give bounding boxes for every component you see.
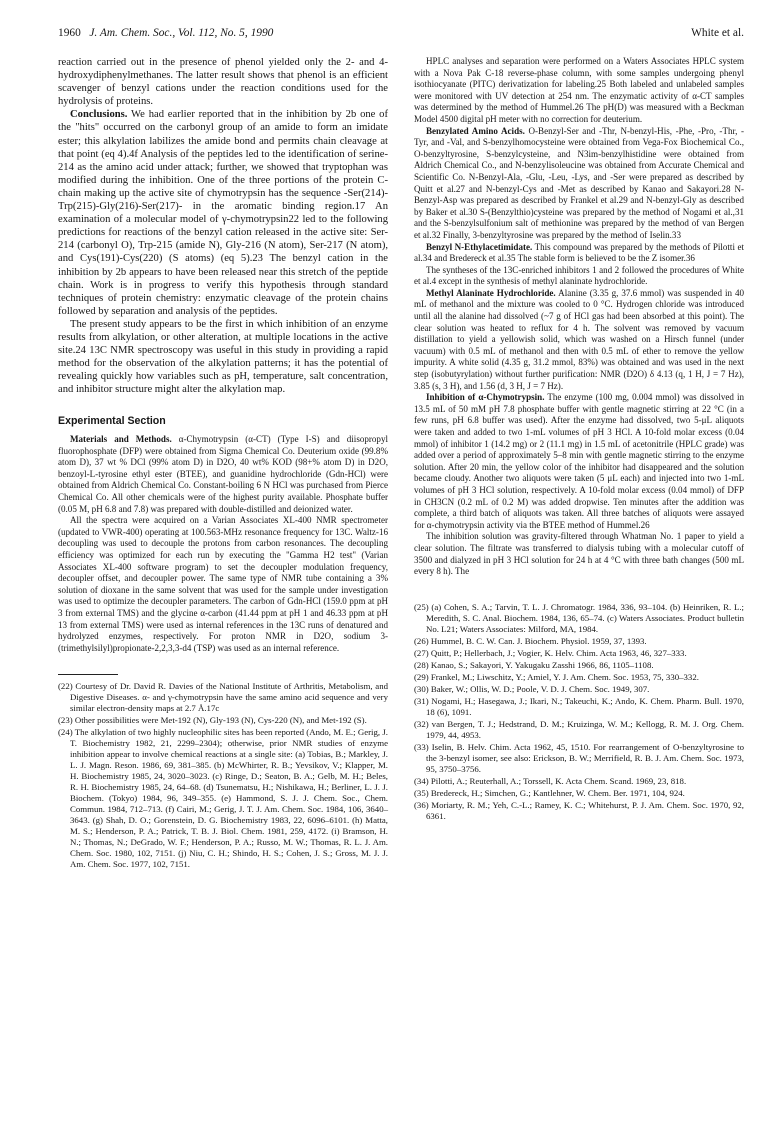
footnote-24: (24) The alkylation of two highly nucleophilic sites has been reported (Ando, M. E.; Gerig, J. T. Biochemistry 1982, 21, 2299–2304); otherwise, prior NMR studies of enzyme inhibition appear to involve chemical reactions at a single site: (a) Tobias, B.; Markley, J. L. J. Magn. Reson. 1986, 69, 381–385. (b) McWhirter, R. B.; Yevsikov, V.; Klapper, M. H. Biochemistry 1985, 24, 3020–3023. (c) Ringe, D.; Seaton, B. A.; Gelb, M. H.; Beles, R. H. Biochemistry 1985, 24, 64–68. (d) Tsunematsu, H.; Nishikawa, H.; Berliner, L. J. J. Biochem. (Tokyo) 1984, 96, 349–355. (e) Hammond, S. J. J. Chem. Soc., Chem. Commun. 1984, 712–713. (f) Cairi, M.; Gerig, J. T. J. Am. Chem. Soc. 1984, 106, 3640–3643. (g) Shah, D. O.; Gorenstein, D. G. Biochemistry 1983, 22, 6096–6101. (h) Matta, M. S.; Henderson, P. A.; Patrick, T. B. J. Biol. Chem. 1981, 259, 4172. (i) Bramson, H. N.; Thomas, N.; DeGrado, W. F.; Henderson, P. A.; Russo, M. W.; Thomas, R. L. J. Am. Chem. Soc. 1980, 102, 7151. (j) Niu, C. H.; Shindo, H. S.; Cohen, J. S.; Gross, M. J. J. Am. Chem. Soc. 1977, 102, 7151. bbox=[58, 727, 388, 870]
footnote-27: (27) Quitt, P.; Hellerbach, J.; Vogier, K. Helv. Chim. Acta 1963, 46, 327–333. bbox=[414, 647, 687, 658]
experimental-section-heading: Experimental Section bbox=[58, 415, 166, 428]
spectra-paragraph: All the spectra were acquired on a Varian Associates XL-400 NMR spectrometer (updated to VWR-400) operating at 100.563-MHz resonance frequency for 13C. Waltz-16 decoupling was used to decouple the protons from carbon resonances. The decoupling efficiency was optimized for each run by executing the "Gamma H2 test" (Varian Associates XL-400 software program) to set the decoupler modulation frequency, decoupler offset, and decoupler power. The same type of NMR tube containing a 3% solution of dioxane in the same solvent that was used for the sample under investigation was used to optimize the decoupler parameters. The carbon of Gdn-HCl (159.0 ppm at pH 3 from external TMS) and the glycine α-carbon (41.44 ppm at pH 1 and 46.33 ppm at pH 13 from external TMS) were used as internal references in the 13C runs of denatured and hydrolyzed enzymes, respectively. For proton NMR in D2O, sodium 3-(trimethylsilyl)propionate-2,2,3,3-d4 (TSP) was used as an internal reference. bbox=[58, 515, 388, 653]
footnote-35: (35) Bredereck, H.; Simchen, G.; Kantlehner, W. Chem. Ber. 1971, 104, 924. bbox=[414, 787, 685, 798]
benzylated-paragraph: Benzylated Amino Acids. O-Benzyl-Ser and -Thr, N-benzyl-His, -Phe, -Pro, -Thr, -Tyr, and -Val, and S-benzylhomocysteine were obtained from Vega-Fox Biochemical Co., O-benzyltyrosine, S-benzylcysteine, and N3im-benzylhistidine were obtained from Aldrich Chemical Co., and N-benzylisoleucine was obtained from Accurate Chemical and Scientific Co. N-Benzyl-Ala, -Glu, -Leu, -Lys, and -Ser were prepared as described by Quitt et al.27 and N-benzyl-Cys and -Met as described by Kanao and Sakayori.28 N-Benzyl-Asp was prepared as described by Frankel et al.29 and N-benzyl-Gly as described by Baker et al.30 S-(Benzylthio)cysteine was prepared by the method of Nogami et al.,31 and the S-benzylsulfonium salt of methionine was prepared by the method of van Bergen et al.32 Finally, 3-benzyltyrosine was prepared by the method of Iselin.33 bbox=[414, 125, 744, 240]
filtration-paragraph: The inhibition solution was gravity-filtered through Whatman No. 1 paper to yield a clear solution. The filtrate was transferred to dialysis tubing with a molecular cutoff of 3500 and dialyzed in pH 3 HCl solution for 24 h at 4 °C with three bath changes (500 mL every 8 h). The bbox=[414, 531, 744, 577]
footnote-25: (25) (a) Cohen, S. A.; Tarvin, T. L. J. Chromatogr. 1984, 336, 93–104. (b) Heinriken, R. L.; Meredith, S. C. Anal. Biochem. 1984, 136, 65–74. (c) Waters Associates. Product bulletin No. L21; Waters Associates: Milford, MA, 1984. bbox=[414, 601, 744, 634]
footnote-32: (32) van Bergen, T. J.; Hedstrand, D. M.; Kruizinga, W. M.; Kellogg, R. M. J. Org. Chem. 1979, 44, 4953. bbox=[414, 718, 744, 740]
right-column bbox=[414, 56, 744, 823]
footnote-33: (33) Iselin, B. Helv. Chim. Acta 1962, 45, 1510. For rearrangement of O-benzyltyrosine to the 3-benzyl isomer, see also: Erickson, B. W.; Merrifield, R. B. J. Am. Chem. Soc. 1973, 95, 3750–3756. bbox=[414, 741, 744, 774]
left-column bbox=[58, 56, 388, 871]
benzylated-heading: Benzylated Amino Acids. bbox=[426, 125, 525, 136]
running-author: White et al. bbox=[691, 27, 744, 39]
footnote-26: (26) Hummel, B. C. W. Can. J. Biochem. Physiol. 1959, 37, 1393. bbox=[414, 635, 647, 646]
footnote-22: (22) Courtesy of Dr. David R. Davies of the National Institute of Arthritis, Metabolism, and Digestive Diseases. α- and γ-chymotrypsin have the same amino acid sequence and very similar electron-density maps at 2.7 Å.17c bbox=[58, 681, 388, 714]
materials-paragraph: Materials and Methods. α-Chymotrypsin (α-CT) (Type I-S) and diisopropyl fluorophosphate (DFP) were obtained from Sigma Chemical Co. Deuterium oxide (99.8% atom D), 37 wt % DCl (99% atom D) in D2O, 40 wt% KOD (98+% atom D) in D2O, benzoyl-L-tyrosine ethyl ester (BTEE), and guanidine hydrochloride (Gdn-HCl) were obtained from Aldrich Chemical Co. Constant-boiling 6 N HCl was purchased from Pierce Chemical Co. All other chemicals were of the highest purity available. Phosphate buffer (0.05 M, pH 6.8 and 7.8) was prepared with double-distilled and deionized water. bbox=[58, 434, 388, 514]
footnote-rule bbox=[58, 674, 118, 675]
inhibition-heading: Inhibition of α-Chymotrypsin. bbox=[426, 392, 545, 403]
footnote-31: (31) Nogami, H.; Hasegawa, J.; Ikari, N.; Takeuchi, K.; Ando, K. Chem. Pharm. Bull. 1970, 18 (6), 1091. bbox=[414, 695, 744, 717]
footnote-34: (34) Pilotti, A.; Reuterhall, A.; Torssell, K. Acta Chem. Scand. 1969, 23, 818. bbox=[414, 775, 687, 786]
intro-paragraph: reaction carried out in the presence of phenol yielded only the 2- and 4-hydroxydiphenylmethanes. The latter result shows that phenol is an efficient scavenger of benzyl cations under the reaction conditions used for the hydrolysis of proteins. bbox=[58, 57, 388, 108]
inhibition-paragraph: Inhibition of α-Chymotrypsin. The enzyme (100 mg, 0.004 mmol) was dissolved in 13.5 mL of 50 mM pH 7.8 phosphate buffer with gentle magnetic stirring at 22 °C (in a few runs, pH 6.8 buffer was used). After the enzyme had dissolved, two 5-μL aliquots were taken and added to two 1-mL volumes of pH 3 HCl. A 10-fold molar excess (0.04 mmol) of inhibitor 1 (14.2 mg) or 2 (11.1 mg) in 1.5 mL of acetonitrile (HPLC grade) was added over a period of approximately 5–8 min with gentle magnetic stirring to the enzyme solution. After 20 min, the yellow color of the inhibitor had disappeared and the solution became cloudy. Another two aliquots were taken (5 μL each) and injected into two 1-mL volumes of pH 3 HCl solution, respectively. A 10-fold molar excess (0.04 mmol) of DFP in CH3CN (0.2 mL of 0.2 M) was added dropwise. Ten minutes after the addition was complete, a third batch of aliquots was taken. All three batches of aliquots were assayed for α-chymotrypsin activity via the BTEE method of Hummel.26 bbox=[414, 392, 744, 530]
ethylacetimidate-heading: Benzyl N-Ethylacetimidate. bbox=[426, 241, 533, 252]
footnote-23: (23) Other possibilities were Met-192 (N), Gly-193 (N), Cys-220 (N), and Met-192 (S). bbox=[58, 715, 367, 726]
footnote-36: (36) Moriarty, R. M.; Yeh, C.-L.; Ramey, K. C.; Whitehurst, P. J. Am. Chem. Soc. 1970, 92, 6361. bbox=[414, 799, 744, 821]
footnotes-right bbox=[414, 602, 744, 822]
journal-citation: J. Am. Chem. Soc., Vol. 112, No. 5, 1990 bbox=[89, 27, 274, 39]
materials-heading: Materials and Methods. bbox=[70, 434, 172, 445]
ethylacetimidate-paragraph: Benzyl N-Ethylacetimidate. This compound was prepared by the methods of Pilotti et al.34 and Bredereck et al.35 The stable form is believed to be the Z isomer.36 bbox=[414, 241, 744, 264]
present-study-paragraph: The present study appears to be the first in which inhibition of an enzyme results from alkylation, or other alteration, at multiple locations in the active site.24 13C NMR spectroscopy was useful in this study in providing a rapid method for the observation of the alkylation patterns; it has the potential of revealing quickly how variables such as pH, temperature, salt concentration, and inhibitor structure might alter the alkylation map. bbox=[58, 318, 388, 396]
conclusions-heading: Conclusions. bbox=[70, 109, 128, 121]
page-number: 1960 bbox=[58, 27, 81, 39]
footnotes-left bbox=[58, 681, 388, 870]
methyl-alaninate-paragraph: Methyl Alaninate Hydrochloride. Alanine (3.35 g, 37.6 mmol) was suspended in 40 mL of methanol and the mixture was cooled to 0 °C. Hydrogen chloride was introduced until all the alanine had dissolved (~7 g of HCl gas had been absorbed at this point). The clear solution was heated to reflux for 4 h. The solvent was removed by vacuum distillation to yield a yellowish solid, which was washed on a Hirsch funnel (under vacuum) with 0.5 mL of methanol and then with 0.5 mL of ether to remove the yellow impurity. A white solid (4.35 g, 31.2 mmol, 83%) was obtained and was used in the next step (isobutyrylation) without further purification: NMR (D2O) δ 4.13 (q, 1 H, J = 7 Hz), 3.85 (s, 3 H), and 1.56 (d, 3 H, J = 7 Hz). bbox=[414, 287, 744, 391]
methyl-alaninate-heading: Methyl Alaninate Hydrochloride. bbox=[426, 287, 556, 298]
hplc-paragraph: HPLC analyses and separation were performed on a Waters Associates HPLC system with a Nova Pak C-18 reverse-phase column, with some samples undergoing phenyl isothiocyanate (PITC) derivatization for labeling.25 Both labeled and unlabeled samples were monitored with UV detection at 254 nm. The enzymatic activity of α-CT samples was determined by the method of Hummel.26 The pH(D) was measured with a Beckman Model 4500 digital pH meter with no correction for deuterium. bbox=[414, 56, 744, 124]
footnote-30: (30) Baker, W.; Ollis, W. D.; Poole, V. D. J. Chem. Soc. 1949, 307. bbox=[414, 683, 650, 694]
running-header bbox=[58, 27, 744, 43]
syntheses-paragraph: The syntheses of the 13C-enriched inhibitors 1 and 2 followed the procedures of White et al.4 except in the synthesis of methyl alaninate hydrochloride. bbox=[414, 264, 744, 287]
conclusions-paragraph: Conclusions. We had earlier reported that in the inhibition by 2b one of the "hits" occurred on the carbonyl group of an amide to form an imidate ester; this alkylation labilizes the amide bond and permits chain cleavage at that point (eq 4).4f Analysis of the peptides led to the identification of serine-214 as the amino acid under attack; further, we showed that tryptophan was modified during the inhibition. One of the three portions of the protein C-chain making up the active site of chymotrypsin has the sequence -Ser(214)-Trp(215)-Gly(216)-Ser(217)- in the aromatic binding region.17 An examination of a molecular model of γ-chymotrypsin22 led to the following predictions for reactions of the benzyl cation released in the active site: Ser-214 (carbonyl O), Trp-215 (amide N), Gly-216 (N atom), Ser-217 (N atom), and Cys(191)-Cys(220) (S atoms) (eq 5).23 The benzyl cation in the inhibition by 2b appears to have been released near this stretch of the peptide chain. Work is in progress to verify this hypothesis through standard techniques of protein chemistry: enzymatic cleavage of the protein chains followed by separation and analysis of the peptides. bbox=[58, 109, 388, 317]
footnote-28: (28) Kanao, S.; Sakayori, Y. Yakugaku Zasshi 1966, 86, 1105–1108. bbox=[414, 659, 654, 670]
footnote-29: (29) Frankel, M.; Liwschitz, Y.; Amiel, Y. J. Am. Chem. Soc. 1953, 75, 330–332. bbox=[414, 671, 699, 682]
